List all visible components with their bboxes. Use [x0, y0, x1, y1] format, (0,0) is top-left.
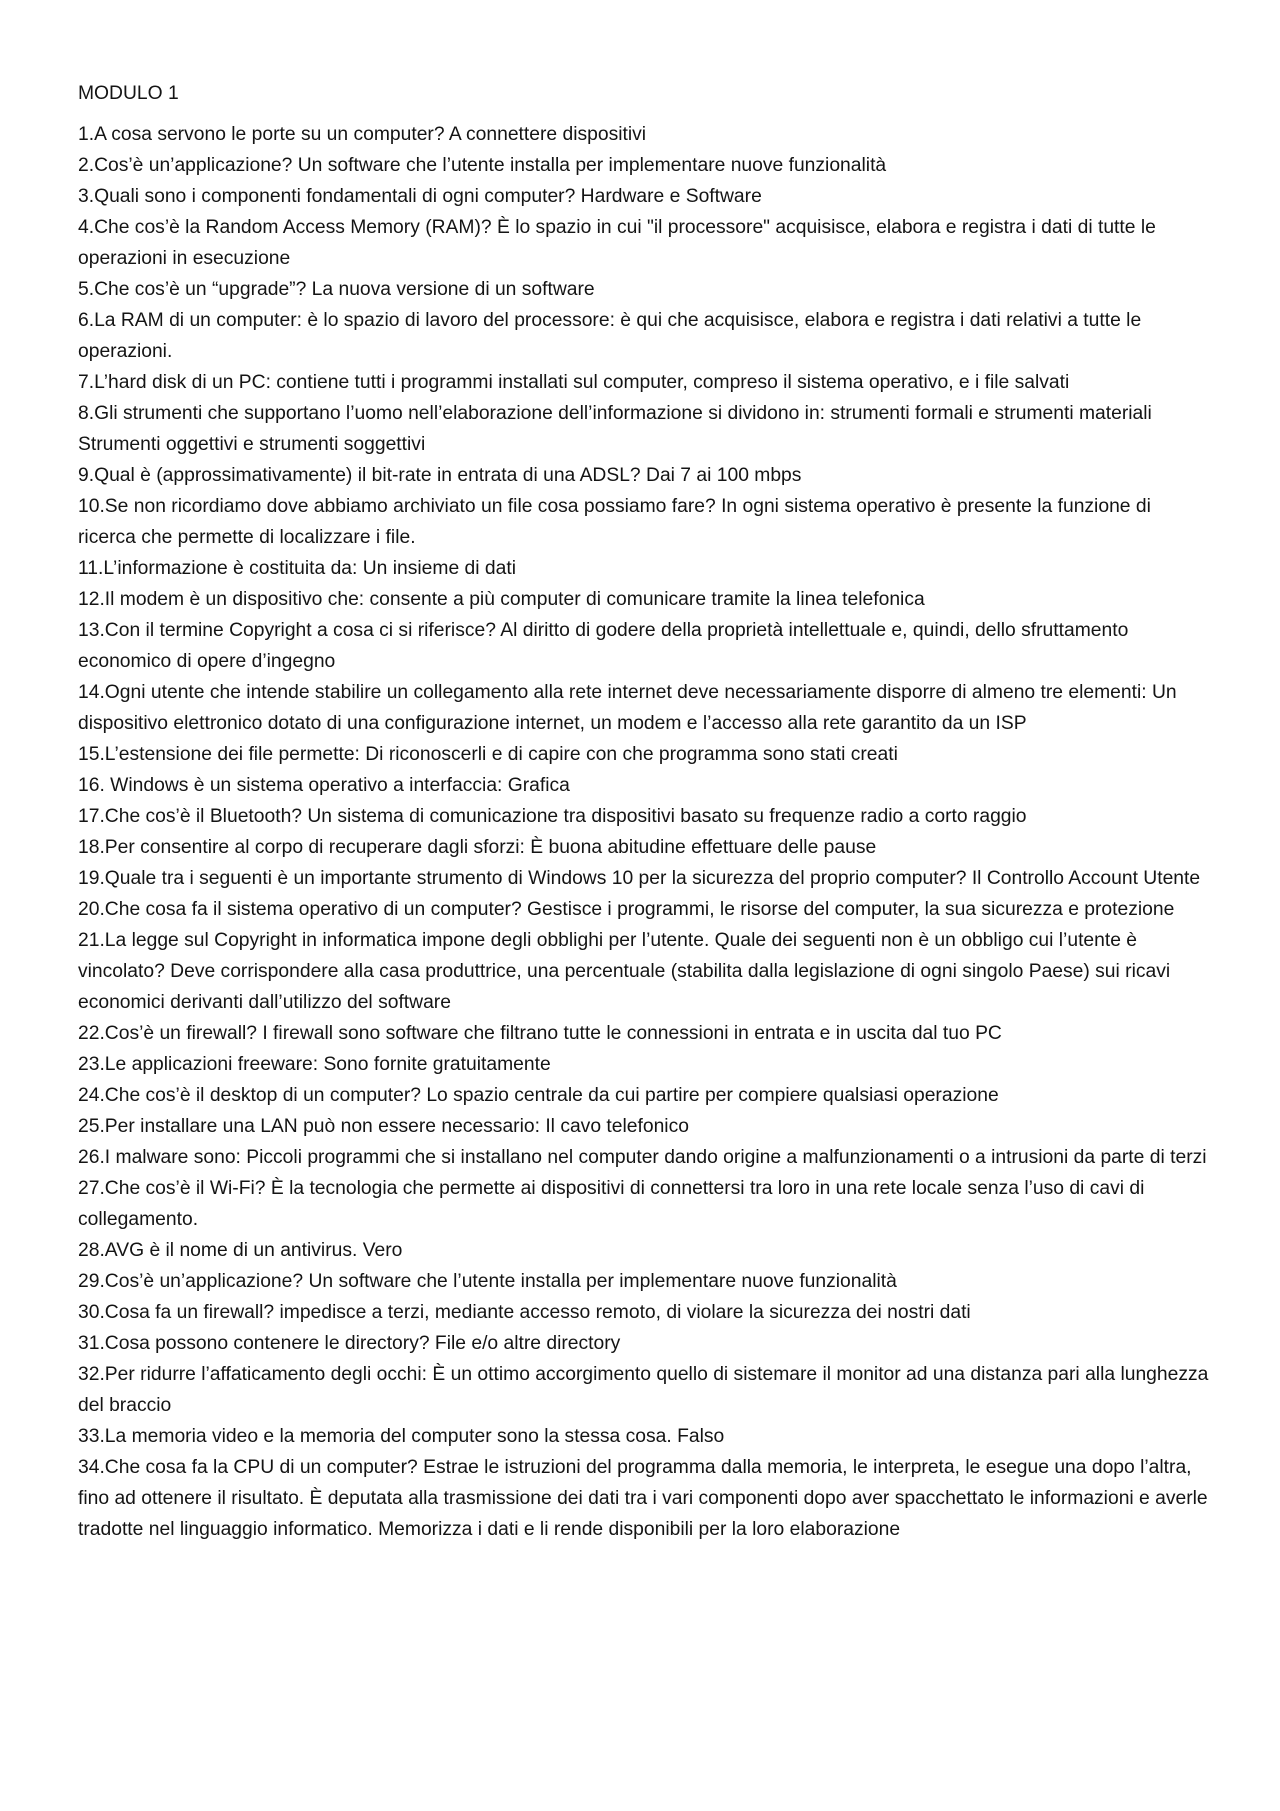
- question-list: [78, 119, 1213, 1545]
- list-item: 32.Per ridurre l’affaticamento degli occhi: È un ottimo accorgimento quello di sistemare il monitor ad una distanza pari alla lunghezza del braccio: [78, 1364, 1209, 1416]
- list-item: 34.Che cosa fa la CPU di un computer? Estrae le istruzioni del programma dalla memoria, le interpreta, le esegue una dopo l’altra, fino ad ottenere il risultato. È deputata alla trasmissione dei dati tra i vari componenti dopo aver spacchettato le informazioni e averle tradotte nel linguaggio informatico. Memorizza i dati e li rende disponibili per la loro elaborazione: [78, 1457, 1208, 1540]
- list-item: 10.Se non ricordiamo dove abbiamo archiviato un file cosa possiamo fare? In ogni sistema operativo è presente la funzione di ricerca che permette di localizzare i file.: [78, 496, 1151, 548]
- list-item: 11.L’informazione è costituita da: Un insieme di dati: [78, 558, 516, 579]
- list-item: 12.Il modem è un dispositivo che: consente a più computer di comunicare tramite la linea telefonica: [78, 589, 925, 610]
- list-item: 29.Cos’è un’applicazione? Un software che l’utente installa per implementare nuove funzionalità: [78, 1271, 897, 1292]
- list-item: 30.Cosa fa un firewall? impedisce a terzi, mediante accesso remoto, di violare la sicurezza dei nostri dati: [78, 1302, 971, 1323]
- list-item: 26.I malware sono: Piccoli programmi che si installano nel computer dando origine a malfunzionamenti o a intrusioni da parte di terzi: [78, 1147, 1207, 1168]
- list-item: 20.Che cosa fa il sistema operativo di un computer? Gestisce i programmi, le risorse del computer, la sua sicurezza e protezione: [78, 899, 1175, 920]
- list-item: 14.Ogni utente che intende stabilire un collegamento alla rete internet deve necessariamente disporre di almeno tre elementi: Un dispositivo elettronico dotato di una configurazione internet, un modem e l’accesso alla rete garantito da un ISP: [78, 682, 1177, 734]
- list-item: 3.Quali sono i componenti fondamentali di ogni computer? Hardware e Software: [78, 186, 762, 207]
- list-item: 17.Che cos’è il Bluetooth? Un sistema di comunicazione tra dispositivi basato su frequenze radio a corto raggio: [78, 806, 1027, 827]
- list-item: 25.Per installare una LAN può non essere necessario: Il cavo telefonico: [78, 1116, 689, 1137]
- list-item: 31.Cosa possono contenere le directory? File e/o altre directory: [78, 1333, 621, 1354]
- list-item: 4.Che cos’è la Random Access Memory (RAM)? È lo spazio in cui "il processore" acquisisce, elabora e registra i dati di tutte le operazioni in esecuzione: [78, 217, 1156, 269]
- list-item: 1.A cosa servono le porte su un computer? A connettere dispositivi: [78, 124, 647, 145]
- list-item: 27.Che cos’è il Wi-Fi? È la tecnologia che permette ai dispositivi di connettersi tra loro in una rete locale senza l’uso di cavi di collegamento.: [78, 1178, 1145, 1230]
- list-item: 22.Cos’è un firewall? I firewall sono software che filtrano tutte le connessioni in entrata e in uscita dal tuo PC: [78, 1023, 1002, 1044]
- list-item: 28.AVG è il nome di un antivirus. Vero: [78, 1240, 403, 1261]
- list-item: 21.La legge sul Copyright in informatica impone degli obblighi per l’utente. Quale dei seguenti non è un obbligo cui l’utente è vincolato? Deve corrispondere alla casa produttrice, una percentuale (stabilita dalla legislazione di ogni singolo Paese) sui ricavi economici derivanti dall’utilizzo del software: [78, 930, 1171, 1013]
- list-item: 8.Gli strumenti che supportano l’uomo nell’elaborazione dell’informazione si dividono in: strumenti formali e strumenti materiali Strumenti oggettivi e strumenti soggettivi: [78, 403, 1152, 455]
- page-title: MODULO 1: [78, 83, 179, 104]
- list-item: 9.Qual è (approssimativamente) il bit-rate in entrata di una ADSL? Dai 7 ai 100 mbps: [78, 465, 802, 486]
- document-page: [78, 78, 1213, 1545]
- list-item: 6.La RAM di un computer: è lo spazio di lavoro del processore: è qui che acquisisce, elabora e registra i dati relativi a tutte le operazioni.: [78, 310, 1142, 362]
- list-item: 15.L’estensione dei file permette: Di riconoscerli e di capire con che programma sono stati creati: [78, 744, 898, 765]
- list-item: 19.Quale tra i seguenti è un importante strumento di Windows 10 per la sicurezza del proprio computer? Il Controllo Account Utente: [78, 868, 1201, 889]
- list-item: 5.Che cos’è un “upgrade”? La nuova versione di un software: [78, 279, 595, 300]
- list-item: 13.Con il termine Copyright a cosa ci si riferisce? Al diritto di godere della proprietà intellettuale e, quindi, dello sfruttamento economico di opere d’ingegno: [78, 620, 1129, 672]
- list-item: 33.La memoria video e la memoria del computer sono la stessa cosa. Falso: [78, 1426, 725, 1447]
- list-item: 2.Cos’è un’applicazione? Un software che l’utente installa per implementare nuove funzionalità: [78, 155, 887, 176]
- list-item: 16. Windows è un sistema operativo a interfaccia: Grafica: [78, 775, 570, 796]
- list-item: 23.Le applicazioni freeware: Sono fornite gratuitamente: [78, 1054, 551, 1075]
- list-item: 18.Per consentire al corpo di recuperare dagli sforzi: È buona abitudine effettuare delle pause: [78, 837, 877, 858]
- list-item: 7.L’hard disk di un PC: contiene tutti i programmi installati sul computer, compreso il sistema operativo, e i file salvati: [78, 372, 1070, 393]
- list-item: 24.Che cos’è il desktop di un computer? Lo spazio centrale da cui partire per compiere qualsiasi operazione: [78, 1085, 999, 1106]
